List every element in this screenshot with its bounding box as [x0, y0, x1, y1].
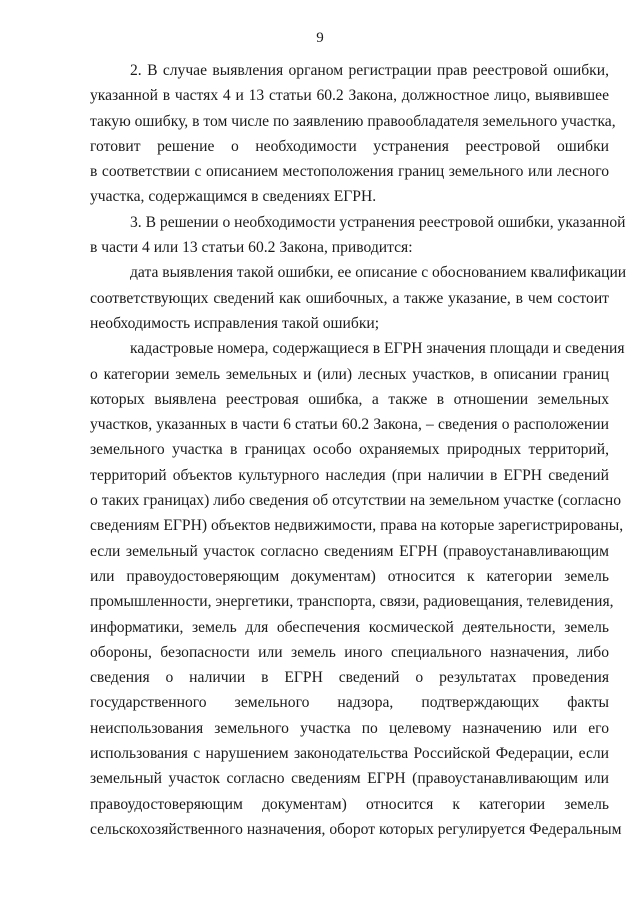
text-line: о таких границах) либо сведения об отсутствии на земельном участке (согласно [90, 492, 622, 510]
paragraph-3 [90, 210, 626, 261]
text-line: кадастровые номера, содержащиеся в ЕГРН значения площади и сведения [130, 340, 625, 358]
text-line: неиспользования земельного участка по целевому назначению или его [90, 719, 609, 737]
text-line: использования с нарушением законодательства Российской Федерации, если [90, 745, 609, 763]
text-line: если земельный участок согласно сведениям ЕГРН (правоустанавливающим [90, 542, 609, 560]
text-line: готовит решение о необходимости устранения реестровой ошибки [90, 137, 609, 155]
text-line: информатики, земель для обеспечения космической деятельности, земель [90, 618, 609, 636]
text-line: необходимость исправления такой ошибки; [90, 314, 380, 332]
text-line: которых выявлена реестровая ошибка, а также в отношении земельных [90, 390, 609, 408]
paragraph-5 [90, 336, 625, 842]
text-line: земельный участок согласно сведениям ЕГРН (правоустанавливающим или [90, 770, 609, 788]
text-line: промышленности, энергетики, транспорта, связи, радиовещания, телевидения, [90, 593, 614, 611]
text-line: правоудостоверяющим документам) относится к категории земель [90, 795, 609, 813]
text-line: участков, указанных в части 6 статьи 60.2 Закона, – сведения о расположении [90, 416, 609, 434]
text-line: обороны, безопасности или земель иного специального назначения, либо [90, 643, 609, 661]
text-line: сведениям ЕГРН) объектов недвижимости, права на которые зарегистрированы, [90, 517, 624, 535]
text-line: участка, содержащимся в сведениях ЕГРН. [90, 188, 377, 206]
page-number: 9 [316, 30, 324, 46]
text-line: или правоудостоверяющим документам) относится к категории земель [90, 567, 609, 585]
document-body [90, 58, 627, 842]
text-line: в части 4 или 13 статьи 60.2 Закона, приводится: [90, 239, 413, 257]
text-line: 2. В случае выявления органом регистрации прав реестровой ошибки, [130, 62, 609, 79]
text-line: земельного участка в границах особо охраняемых природных территорий, [90, 441, 609, 459]
text-line: 3. В решении о необходимости устранения реестровой ошибки, указанной [130, 213, 626, 231]
text-line: соответствующих сведений как ошибочных, а также указание, в чем состоит [90, 289, 609, 307]
text-line: такую ошибку, в том числе по заявлению правообладателя земельного участка, [90, 112, 616, 130]
text-line: территорий объектов культурного наследия (при наличии в ЕГРН сведений [90, 466, 609, 484]
text-line: дата выявления такой ошибки, ее описание с обоснованием квалификации [130, 264, 627, 282]
text-line: сведения о наличии в ЕГРН сведений о результатах проведения [90, 669, 609, 687]
text-line: сельскохозяйственного назначения, оборот которых регулируется Федеральным [90, 820, 622, 838]
text-line: государственного земельного надзора, подтверждающих факты [90, 694, 609, 712]
paragraph-2 [90, 58, 616, 210]
paragraph-4 [90, 260, 627, 336]
text-line: в соответствии с описанием местоположения границ земельного или лесного [90, 163, 609, 181]
text-line: указанной в частях 4 и 13 статьи 60.2 Закона, должностное лицо, выявившее [90, 87, 609, 105]
text-line: о категории земель земельных и (или) лесных участков, в описании границ [90, 365, 609, 383]
